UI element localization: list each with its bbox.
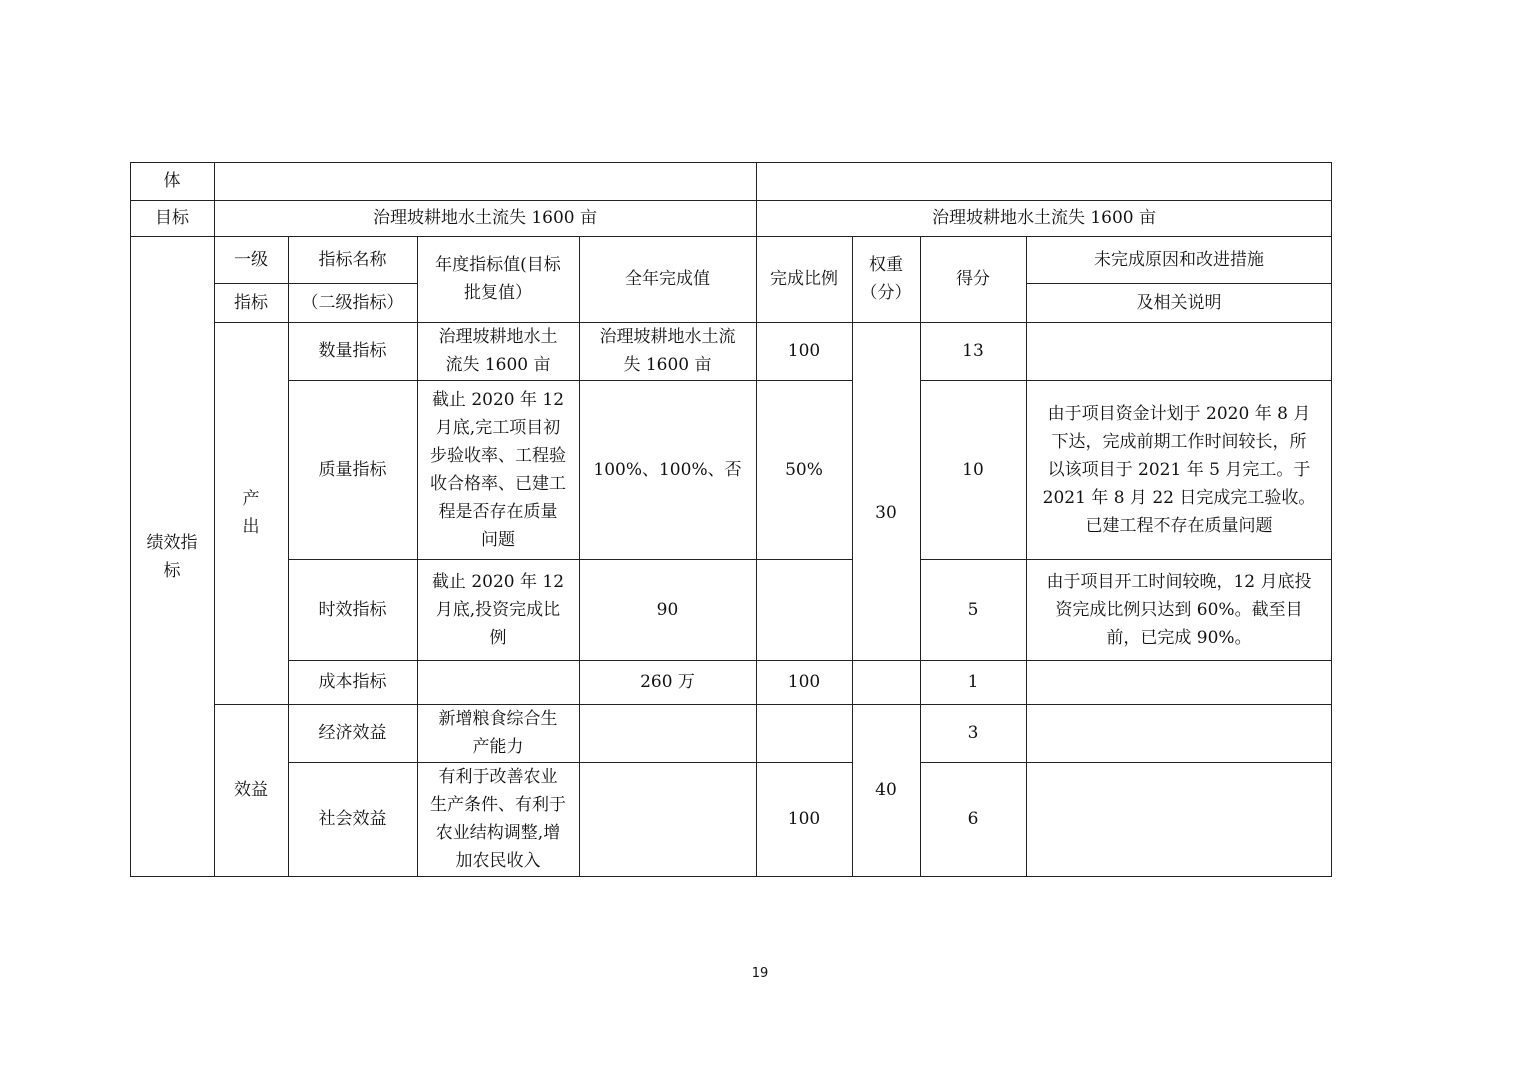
indicator-score: 6 [967, 809, 979, 829]
performance-table [130, 162, 1332, 877]
indicator-score: 1 [967, 672, 979, 692]
indicator-ratio: 50% [785, 459, 823, 480]
actual-goal: 治理坡耕地水土流失 1600 亩 [931, 208, 1157, 228]
indicator-target: 截止 2020 年 12 月底,投资完成比 例 [431, 571, 565, 648]
indicator-name: 经济效益 [318, 723, 387, 743]
indicator-name: 社会效益 [318, 809, 387, 829]
indicator-score: 5 [967, 599, 979, 620]
benefit-weight: 40 [875, 780, 897, 800]
header-weight: 权重 （分） [860, 255, 912, 303]
indicator-score: 3 [967, 723, 979, 743]
header-reason-top: 未完成原因和改进措施 [1094, 249, 1264, 270]
row-body-label: 体 [163, 171, 181, 191]
indicator-ratio: 100 [787, 341, 821, 361]
row-body-left-value [214, 162, 756, 200]
indicator-name: 时效指标 [318, 599, 387, 620]
indicator-target [417, 660, 579, 704]
header-level1-top: 一级 [234, 249, 268, 270]
header-level1-bottom: 指标 [234, 292, 268, 313]
indicator-target: 新增粮食综合生 产能力 [438, 709, 558, 757]
indicator-note [1026, 704, 1332, 762]
indicator-name: 数量指标 [318, 341, 387, 361]
header-annual-target: 年度指标值(目标 批复值） [435, 255, 561, 303]
page-number: 19 [751, 966, 769, 981]
indicator-completed: 260 万 [640, 672, 695, 692]
indicator-note: 由于项目资金计划于 2020 年 8 月 下达，完成前期工作时间较长，所 以该项目于 2021 年 5 月完工。于 2021 年 8 月 22 日完成完工验收。 已建工程不存在质量问题 [1042, 403, 1316, 536]
header-year-completion: 全年完成值 [625, 269, 710, 289]
indicator-score: 13 [962, 341, 984, 361]
indicator-completed [579, 762, 756, 876]
indicator-ratio: 100 [787, 809, 821, 829]
header-name-bottom: （二级指标） [301, 292, 404, 313]
indicator-note [1026, 322, 1332, 380]
indicator-target: 有利于改善农业 生产条件、有利于 农业结构调整,增 加农民收入 [430, 767, 566, 871]
rule [130, 876, 1332, 877]
performance-indicators-label: 绩效指 标 [146, 532, 198, 581]
indicator-completed [579, 704, 756, 762]
planned-goal: 治理坡耕地水土流失 1600 亩 [372, 208, 598, 228]
indicator-ratio [756, 559, 852, 660]
indicator-note: 由于项目开工时间较晚，12 月底投 资完成比例只达到 60%。截至目 前，已完成 90%。 [1046, 571, 1312, 648]
indicator-completed: 治理坡耕地水土流 失 1600 亩 [599, 327, 736, 375]
header-reason-bottom: 及相关说明 [1136, 292, 1222, 313]
indicator-score: 10 [962, 459, 984, 480]
indicator-name: 成本指标 [318, 672, 387, 692]
header-name-top: 指标名称 [318, 249, 387, 270]
indicator-target: 治理坡耕地水土 流失 1600 亩 [438, 327, 558, 375]
row-goal-label: 目标 [155, 208, 189, 228]
indicator-completed: 100%、100%、否 [593, 459, 742, 480]
header-score: 得分 [956, 269, 990, 289]
indicator-completed: 90 [656, 599, 679, 620]
indicator-ratio: 100 [787, 672, 821, 692]
indicator-name: 质量指标 [318, 459, 387, 480]
benefit-group-label: 效益 [234, 780, 268, 800]
indicator-ratio [756, 704, 852, 762]
indicator-target: 截止 2020 年 12 月底,完工项目初 步验收率、工程验 收合格率、已建工 程是否存在质量 问题 [430, 389, 566, 550]
output-group-label: 产 出 [242, 489, 260, 537]
indicator-note [1026, 660, 1332, 704]
row-body-right-value [756, 162, 1332, 200]
output-weight: 30 [875, 503, 897, 523]
indicator-note [1026, 762, 1332, 876]
header-completion-ratio: 完成比例 [770, 269, 838, 289]
